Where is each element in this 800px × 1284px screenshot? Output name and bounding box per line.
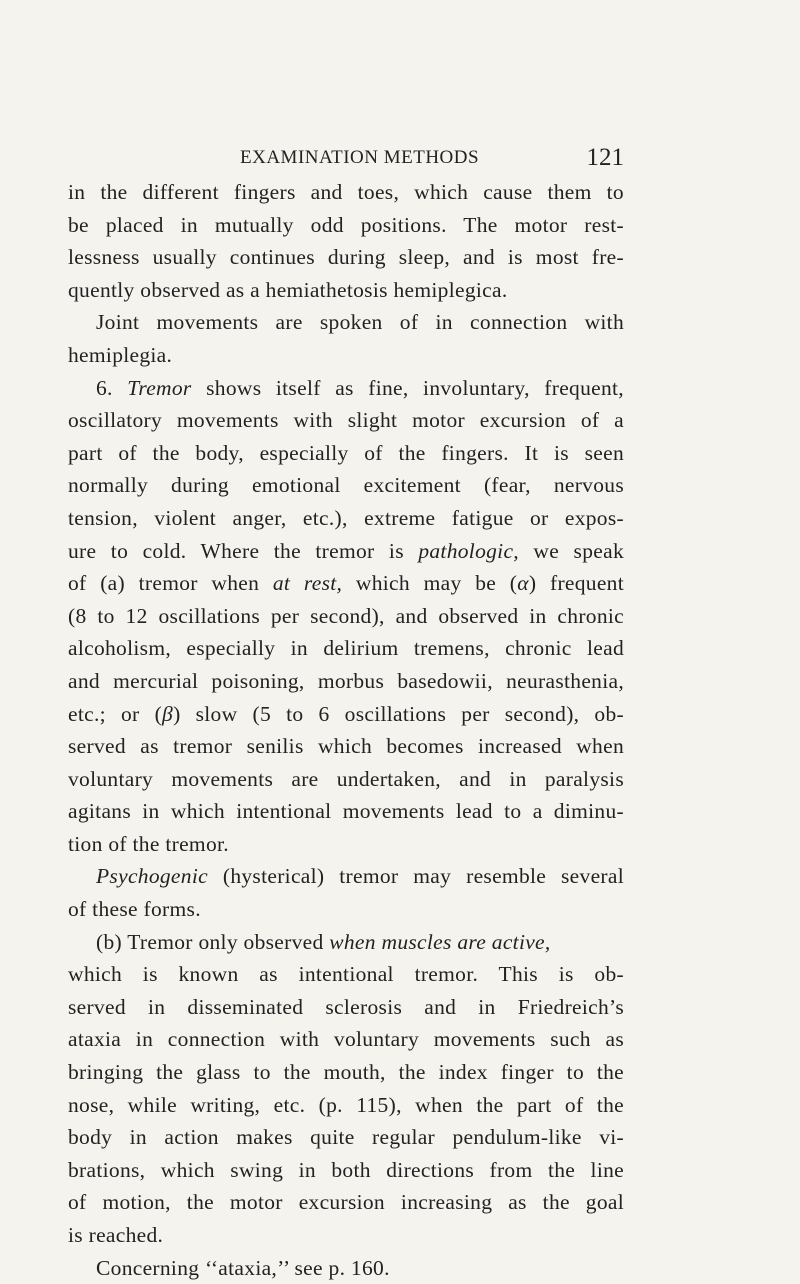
italic-text: Psychogenic xyxy=(96,864,208,889)
text-line xyxy=(68,469,624,502)
text-line xyxy=(68,1056,624,1089)
text-segment: which may be ( xyxy=(342,571,518,596)
text-line xyxy=(68,763,624,796)
text-segment: body in action makes quite regular pendulum-like vi- xyxy=(68,1125,624,1150)
text-line xyxy=(68,828,624,861)
text-line xyxy=(68,632,624,665)
text-segment: (b) Tremor only observed xyxy=(96,929,330,954)
text-segment: served as tremor senilis which becomes increased when xyxy=(68,734,624,759)
text-segment: ataxia in connection with voluntary movements such as xyxy=(68,1027,624,1052)
text-line xyxy=(68,795,624,828)
text-segment: in the different fingers and toes, which cause them to xyxy=(68,180,624,204)
text-segment: which is known as intentional tremor. This is ob- xyxy=(68,962,624,987)
text-line xyxy=(68,893,624,926)
text-segment: is reached. xyxy=(68,1223,164,1247)
text-segment: nose, while writing, etc. (p. 115), when the part of the xyxy=(68,1092,624,1117)
text-line xyxy=(68,600,624,633)
text-segment: quently observed as a hemiathetosis hemiplegica. xyxy=(68,277,508,302)
text-segment: served in disseminated sclerosis and in Friedreich’s xyxy=(68,994,624,1019)
page-number: 121 xyxy=(586,144,624,171)
text-line xyxy=(68,567,624,600)
italic-text: β xyxy=(162,701,174,726)
italic-text: α xyxy=(517,571,529,596)
text-segment: ) slow (5 to 6 oscillations per second), ob- xyxy=(173,701,624,726)
text-line xyxy=(68,176,624,209)
text-segment: alcoholism, especially in delirium tremens, chronic lead xyxy=(68,636,624,661)
text-line xyxy=(68,665,624,698)
text-line xyxy=(68,209,624,242)
text-segment: agitans in which intentional movements lead to a diminu- xyxy=(68,799,624,824)
text-line xyxy=(68,274,624,307)
text-line xyxy=(68,730,624,763)
text-segment: be placed in mutually odd positions. The motor rest- xyxy=(68,212,624,237)
text-segment: and mercurial poisoning, morbus basedowii, neurasthenia, xyxy=(68,668,624,693)
text-line xyxy=(68,1219,624,1252)
text-line xyxy=(68,926,624,959)
text-segment: bringing the glass to the mouth, the index finger to the xyxy=(68,1060,624,1085)
text-line xyxy=(68,1252,624,1284)
text-segment: oscillatory movements with slight motor excursion of a xyxy=(68,408,624,433)
text-line xyxy=(68,535,624,568)
text-line xyxy=(68,404,624,437)
text-line xyxy=(68,698,624,731)
text-line xyxy=(68,502,624,535)
running-head xyxy=(240,144,624,173)
italic-text: when muscles are active, xyxy=(329,929,551,954)
running-head-title: EXAMINATION METHODS xyxy=(240,147,480,168)
text-line xyxy=(68,860,624,893)
body-text xyxy=(68,176,624,1284)
text-segment: etc.; or ( xyxy=(68,701,163,726)
text-segment: we speak xyxy=(518,538,624,563)
text-segment: part of the body, especially of the fingers. It is seen xyxy=(68,440,624,465)
text-line xyxy=(68,306,624,339)
text-line xyxy=(68,372,624,405)
text-line xyxy=(68,241,624,274)
text-line xyxy=(68,437,624,470)
text-segment: Concerning ‘‘ataxia,’’ see p. 160. xyxy=(96,1255,390,1280)
text-segment: voluntary movements are undertaken, and in paralysis xyxy=(68,766,624,791)
text-line xyxy=(68,958,624,991)
text-line xyxy=(68,1154,624,1187)
text-line xyxy=(68,339,624,372)
text-segment: of these forms. xyxy=(68,897,201,922)
text-segment: lessness usually continues during sleep, and is most fre- xyxy=(68,245,624,270)
text-segment: shows itself as fine, involuntary, frequent, xyxy=(191,375,624,400)
text-segment: hemiplegia. xyxy=(68,342,173,367)
text-segment: brations, which swing in both directions from the line xyxy=(68,1157,624,1182)
text-segment: of motion, the motor excursion increasing as the goal xyxy=(68,1190,624,1215)
italic-text: at rest, xyxy=(272,571,343,596)
text-segment: normally during emotional excitement (fear, nervous xyxy=(68,473,624,498)
text-line xyxy=(68,1023,624,1056)
italic-text: Tremor xyxy=(127,375,192,400)
text-line xyxy=(68,1186,624,1219)
text-segment: ) frequent xyxy=(528,571,625,596)
text-segment: 6. xyxy=(96,375,128,400)
italic-text: pathologic, xyxy=(418,538,519,563)
text-segment: (hysterical) tremor may resemble several xyxy=(207,864,624,889)
text-segment: tension, violent anger, etc.), extreme fatigue or expos- xyxy=(68,505,624,530)
text-segment: (8 to 12 oscillations per second), and observed in chronic xyxy=(68,603,624,628)
text-segment: of (a) tremor when xyxy=(68,571,273,596)
text-segment: ure to cold. Where the tremor is xyxy=(68,538,419,563)
text-line xyxy=(68,991,624,1024)
text-line xyxy=(68,1121,624,1154)
text-segment: Joint movements are spoken of in connection with xyxy=(96,310,624,335)
text-line xyxy=(68,1089,624,1122)
text-segment: tion of the tremor. xyxy=(68,831,229,856)
